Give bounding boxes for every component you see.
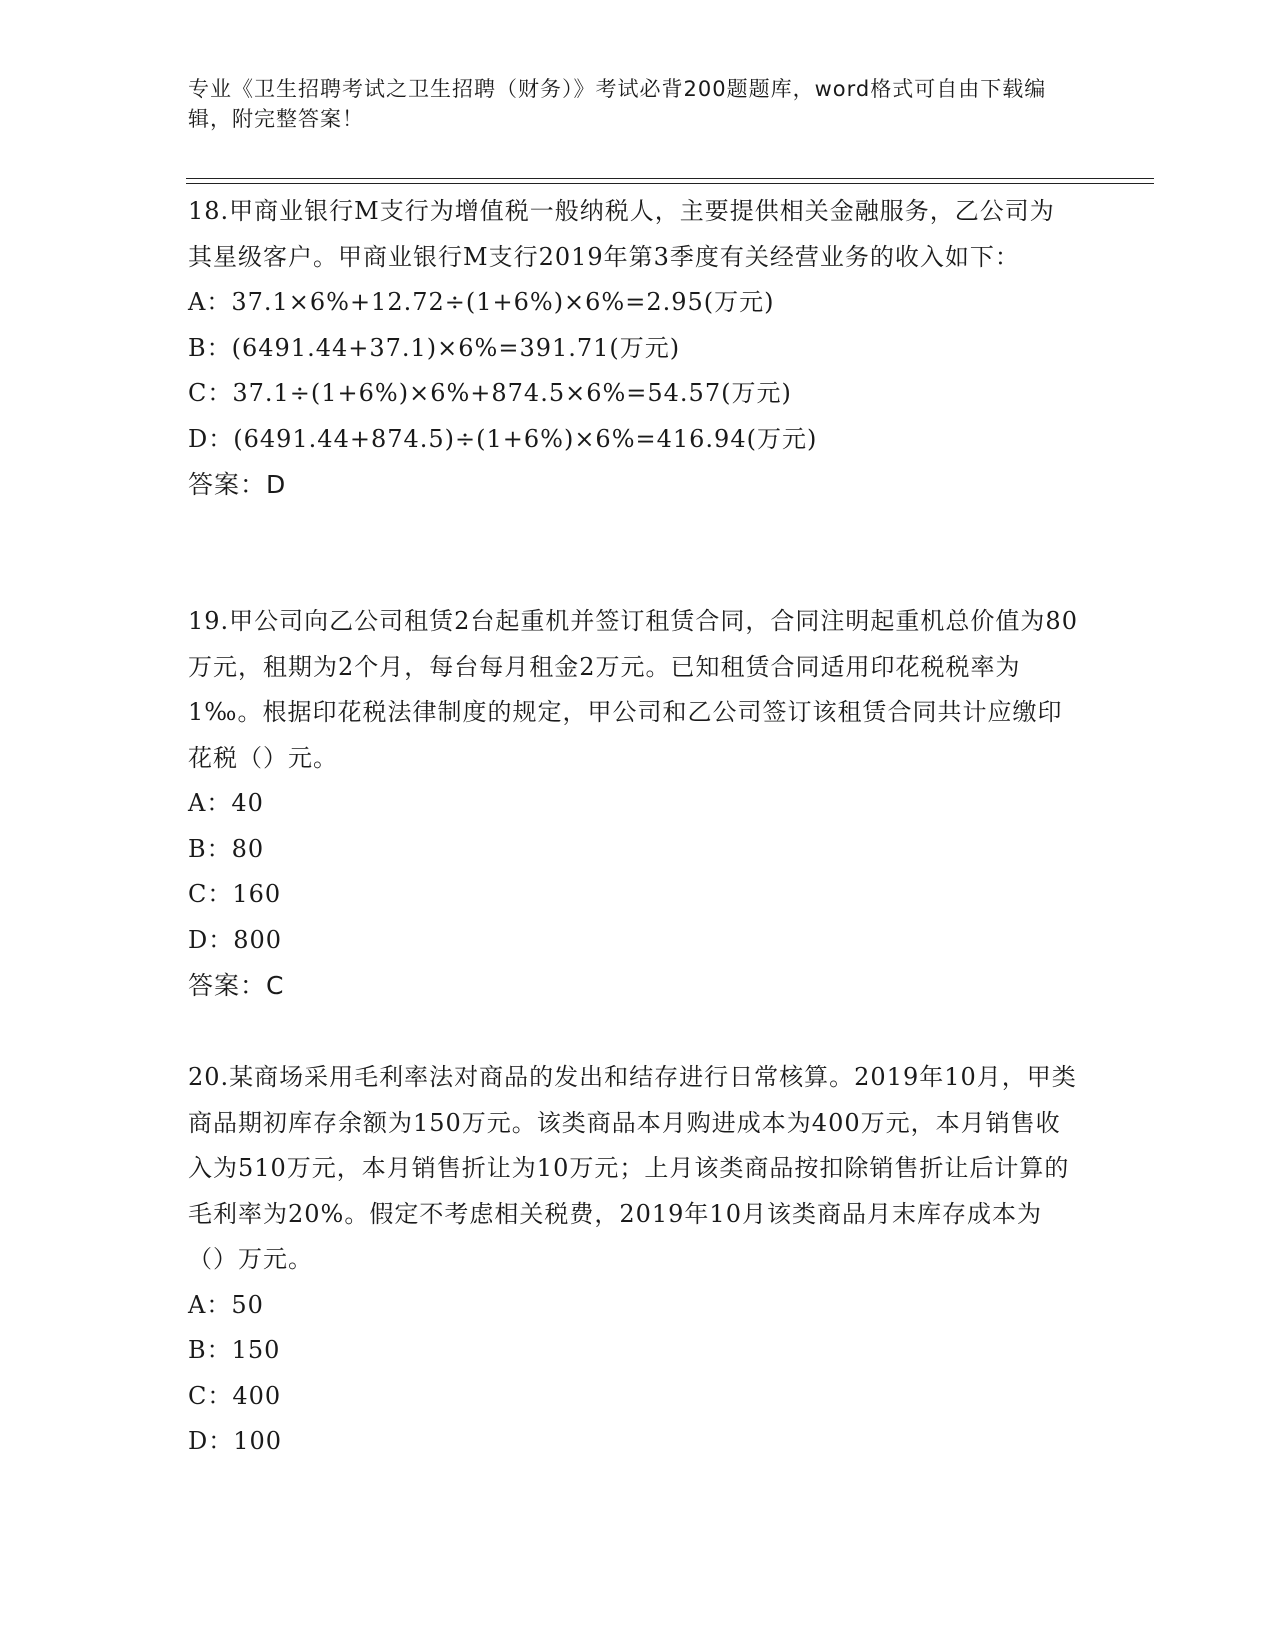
option-a: A：40 [188, 789, 264, 817]
option-a: A：37.1×6%+12.72÷(1+6%)×6%=2.95(万元) [188, 288, 775, 316]
question-stem: 20.某商场采用毛利率法对商品的发出和结存进行日常核算。2019年10月，甲类商品期初库存余额为150万元。该类商品本月购进成本为400万元，本月销售收入为510万元，本月销售折让为10万元；上月该类商品按扣除销售折让后计算的毛利率为20%。假定不考虑相关税费，2019年10月该类商品月末库存成本为（）万元。 [188, 1063, 1077, 1273]
answer-line: 答案：C [188, 971, 285, 1000]
option-b: B：150 [188, 1336, 281, 1364]
option-c: C：160 [188, 880, 282, 908]
question-stem: 18.甲商业银行M支行为增值税一般纳税人，主要提供相关金融服务，乙公司为其星级客户。甲商业银行M支行2019年第3季度有关经营业务的收入如下： [188, 197, 1055, 271]
answer-line: 答案：D [188, 470, 287, 499]
option-c: C：400 [188, 1381, 282, 1410]
option-c: C：37.1÷(1+6%)×6%+874.5×6%=54.57(万元) [188, 379, 792, 407]
option-b: B：80 [188, 834, 265, 863]
option-d: D：100 [188, 1427, 283, 1455]
option-d: D：(6491.44+874.5)÷(1+6%)×6%=416.94(万元) [188, 424, 818, 453]
header-divider-bottom [186, 183, 1154, 184]
question-18 [188, 189, 1078, 508]
header-divider-top [186, 178, 1154, 179]
question-stem: 19.甲公司向乙公司租赁2台起重机并签订租赁合同，合同注明起重机总价值为80万元，租期为2个月，每台每月租金2万元。已知租赁合同适用印花税税率为1‰。根据印花税法律制度的规定，甲公司和乙公司签订该租赁合同共计应缴印花税（）元。 [188, 607, 1078, 772]
question-20 [188, 1055, 1078, 1465]
option-d: D：800 [188, 925, 283, 954]
option-b: B：(6491.44+37.1)×6%=391.71(万元) [188, 333, 681, 362]
document-header: 专业《卫生招聘考试之卫生招聘（财务）》考试必背200题题库，word格式可自由下载编辑，附完整答案！ [188, 77, 1047, 131]
question-19 [188, 599, 1078, 1009]
option-a: A：50 [188, 1290, 264, 1319]
